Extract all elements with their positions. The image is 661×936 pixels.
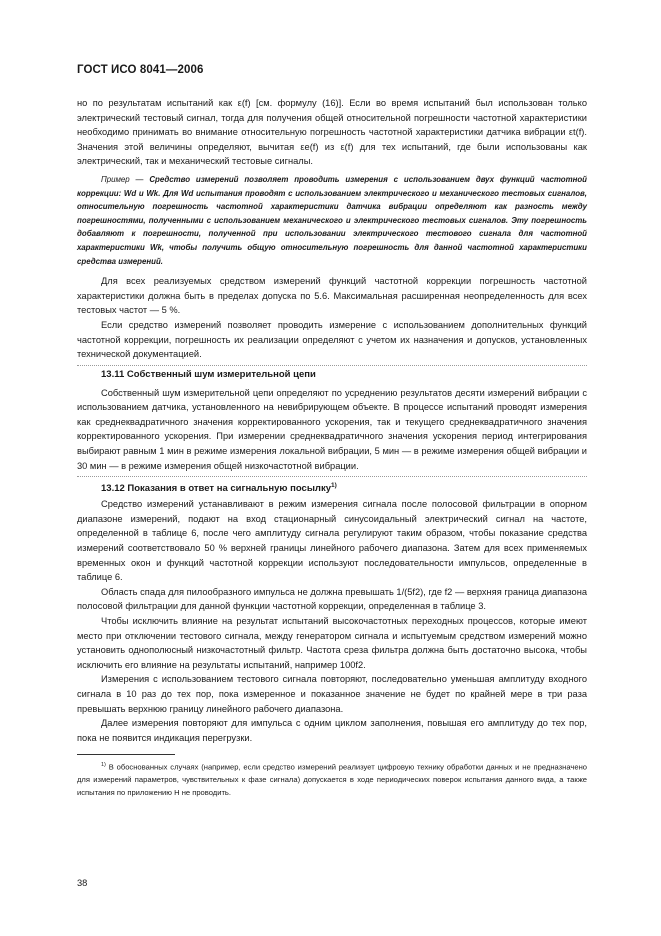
paragraph: Измерения с использованием тестового сигнала повторяют, последовательно уменьшая амплитуду входного сигнала в 10 раз до тех пор, пока измеренное и показанное значение не будет по крайней мере в три раза превышать верхнюю границу линейного рабочего диапазона.: [77, 674, 587, 714]
example-note: [77, 173, 587, 268]
paragraph: Если средство измерений позволяет проводить измерение с использованием дополнительных функций частотной коррекции, погрешность их реализации определяют с учетом их назначения и допусков, установленных технической документацией.: [77, 319, 587, 360]
section-heading-13-11: [77, 364, 587, 386]
page-header: ГОСТ ИСО 8041—2006: [77, 64, 204, 76]
paragraph: Собственный шум измерительной цепи определяют по усреднению результатов десяти измерений вибрации с использованием датчика, установленного на невибрирующем объекте. В процессе испытаний проводят измерения как среднеквадратичного значения корректированного ускорения, так и текущего среднеквадратичного значения корректированного ускорения. При измерении среднеквадратичного значения ускорения период интегрирования выбирают равным 1 мин в режиме измерения локальной вибрации, 5 мин — в режиме измерения общей вибрации и 30 мин — в режиме измерения общей низкочастотной вибрации.: [77, 387, 587, 471]
section-title: 13.11 Собственный шум измерительной цепи: [101, 368, 316, 380]
footnote: [77, 759, 587, 799]
footnote-marker: 1): [331, 482, 337, 490]
paragraph: Средство измерений устанавливают в режим измерения сигнала после полосовой фильтрации в опорном диапазоне измерений, подают на вход стационарный синусоидальный электрический сигнал на частоте, определенной в таблице 6, после чего амплитуду сигнала регулируют таким образом, чтобы показание средства измерений соответствовало 50 % верхней границы линейного рабочего диапазона. Затем для всех применяемых временных окон и функций частотной коррекции используют последовательности импульсов, определенные в таблице 6.: [77, 499, 587, 583]
section-title-wrap: [101, 479, 337, 497]
section-heading-13-12: [77, 475, 587, 497]
paragraph: но по результатам испытаний как ε(f) [см. формулу (16)]. Если во время испытаний был использован только электрический тестовый сигнал, тогда для получения общей относительной погрешности частотной характеристики необходимо принимать во внимание относительную погрешность частотной характеристики датчика вибрации εt(f). Значения этой величины определяют, вычитая εe(f) из ε(f) для тех испытаний, где были использованы как электрический, так и механический тестовые сигналы.: [77, 98, 587, 167]
footnote-divider: [77, 754, 175, 755]
section-title: 13.12 Показания в ответ на сигнальную посылку: [101, 483, 331, 495]
footnote-mark: 1): [101, 762, 106, 769]
example-lead: Пример —: [101, 174, 144, 184]
paragraph: Область спада для пилообразного импульса не должна превышать 1/(5f2), где f2 — верхняя граница диапазона полосовой фильтрации для данной функции частотной коррекции, определенная в таблице 3.: [77, 586, 587, 612]
page-number: 38: [77, 878, 88, 888]
footnote-text: В обоснованных случаях (например, если средство измерений реализует цифровую технику обработки данных и не предназначено для измерений параметров, чувствительных к фазе сигнала) допускается в ходе периодических поверок испытания данного вида, а также испытания по приложению Н не проводить.: [77, 762, 587, 797]
paragraph: Для всех реализуемых средством измерений функций частотной коррекции погрешность частотной характеристики должна быть в пределах допуска по 5.6. Максимальная расширенная неопределенность для всех тестовых частот — 5 %.: [77, 276, 587, 316]
section-divider: [77, 365, 587, 366]
page-content: [77, 96, 587, 799]
example-text: Средство измерений позволяет проводить измерения с использованием двух функций частотной коррекции: Wd и Wk. Для Wd испытания проводят с использованием электрического и механического тестовых сигналов, относительную погрешность частотной характеристики датчика вибрации определяют как разность между погрешностями, полученными с использованием механического и электрического тестовых сигналов. Эту погрешность добавляют к погрешности, полученной при использовании электрического тестового сигнала для частотной характеристики Wk, чтобы получить общую относительную погрешность для данной частотной характеристики средства измерений.: [77, 174, 588, 266]
section-divider: [77, 476, 587, 477]
paragraph: Далее измерения повторяют для импульса с одним циклом заполнения, повышая его амплитуду до тех пор, пока не появится индикация перегрузки.: [77, 718, 587, 743]
paragraph: Чтобы исключить влияние на результат испытаний высокочастотных переходных процессов, которые имеют место при отключении тестового сигнала, между генератором сигнала и испытуемым средством измерений можно установить однополюсный низкочастотный фильтр. Частота среза фильтра должна быть достаточно высока, чтобы исключить его влияние на результаты испытаний, например 100f2.: [77, 616, 587, 670]
